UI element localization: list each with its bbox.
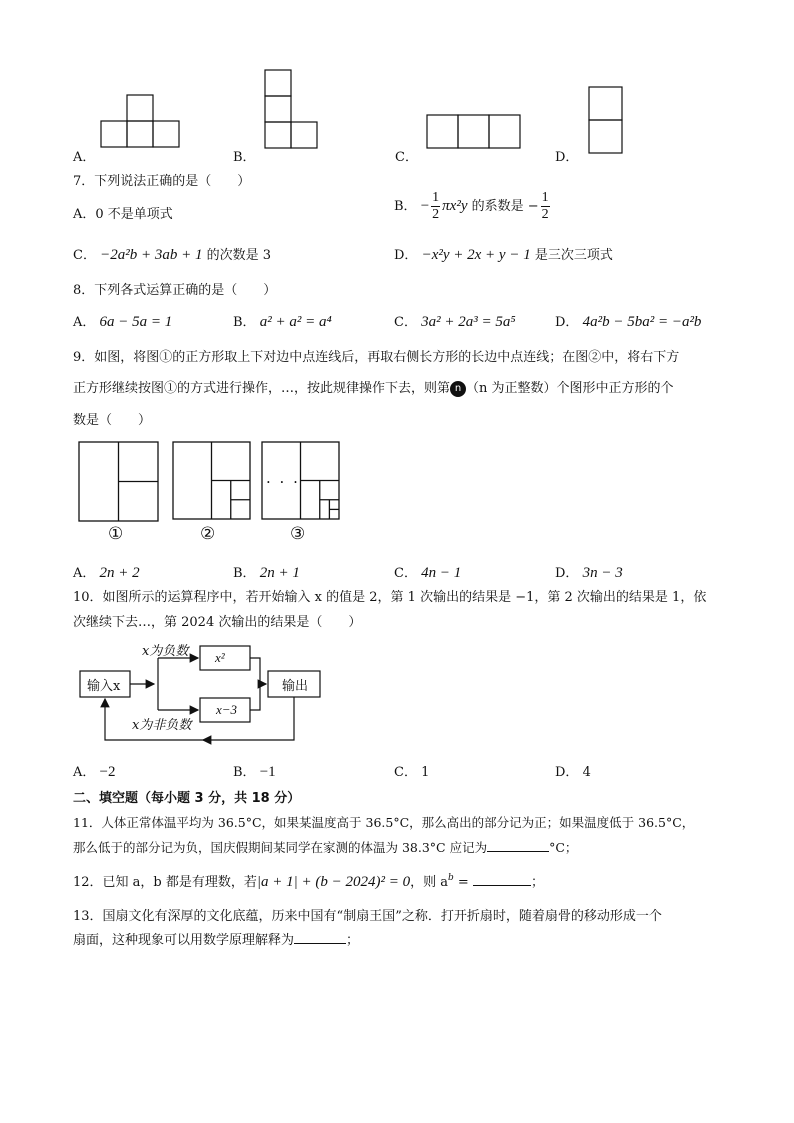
q9-option-a: A． 2n + 2 xyxy=(73,565,140,581)
q8-stem: 8．下列各式运算正确的是（ ） xyxy=(73,283,277,298)
q7-option-a: A．0 不是单项式 xyxy=(73,207,173,222)
q13-line-2: 扇面，这种现象可以用数学原理解释为 ； xyxy=(73,933,360,948)
q9-figures xyxy=(78,441,388,549)
q10-option-a: A． −2 xyxy=(73,764,116,780)
q8-option-b: B． a² + a² = a⁴ xyxy=(233,314,332,330)
q10-option-c: C． 1 xyxy=(394,765,430,780)
q6-figure-c xyxy=(426,114,522,150)
q6-figure-a xyxy=(100,94,182,150)
q8-option-d: D． 4a²b − 5ba² = −a²b xyxy=(555,314,702,330)
q8-option-a: A． 6a − 5a = 1 xyxy=(73,314,173,330)
q7-b-coefficient-fraction: $\frac{1}{2}$ xyxy=(541,190,549,222)
flow-square-box: x² xyxy=(215,650,225,665)
q6-option-a: A． xyxy=(73,150,96,165)
q10-option-b: B． −1 xyxy=(233,764,276,780)
flow-nonnegative-label: x为非负数 xyxy=(132,718,192,733)
q9-option-b: B． 2n + 1 xyxy=(233,565,300,581)
circled-n-icon: n xyxy=(450,381,466,397)
q9-line-1: 9．如图，将图①的正方形取上下对边中点连线后，再取右侧长方形的长边中点连线；在图②中，将右下方 xyxy=(73,350,680,365)
q11-answer-blank[interactable] xyxy=(487,839,549,852)
q6-figure-b xyxy=(264,69,320,151)
q7-b-fraction: $\frac{1}{2}$ xyxy=(432,190,440,222)
q9-fig-label-2: ② xyxy=(200,524,216,544)
q9-fig-label-1: ① xyxy=(108,524,124,544)
q10-line-1: 10．如图所示的运算程序中，若开始输入 x 的值是 2，第 1 次输出的结果是 −1，第 2 次输出的结果是 1，依 xyxy=(73,590,707,605)
q8-option-c: C． 3a² + 2a³ = 5a⁵ xyxy=(394,314,516,330)
flow-output-box: 输出 xyxy=(282,679,309,694)
q12-line: 12．已知 a，b 都是有理数，若|a + 1| + (b − 2024)² = 0，则 $a^b$ = ； xyxy=(73,873,544,890)
q7-option-d: D． −x²y + 2x + y − 1 是三次三项式 xyxy=(394,247,613,263)
q12-answer-blank[interactable] xyxy=(473,873,531,886)
q6-option-c: C． xyxy=(395,150,418,165)
q9-line-2: 正方形继续按图①的方式进行操作，…，按此规律操作下去，则第 n （n 为正整数）个图形中正方形的个 xyxy=(73,381,674,396)
q13-line-1: 13．国扇文化有深厚的文化底蕴，历来中国有“制扇王国”之称．打开折扇时，随着扇骨的移动形成一个 xyxy=(73,909,662,924)
q7-option-c: C． −2a²b + 3ab + 1 的次数是 3 xyxy=(73,247,272,263)
q9-ellipsis: · · · xyxy=(266,473,300,491)
flow-input-box: 输入x xyxy=(87,679,121,694)
q9-fig-label-3: ③ xyxy=(290,524,306,544)
q9-option-d: D． 3n − 3 xyxy=(555,565,623,581)
q7-option-b: B． − $\frac{1}{2}$ πx²y 的系数是 − $\frac{1}{2}$ xyxy=(394,190,549,222)
q6-option-b: B． xyxy=(233,150,256,165)
q9-option-c: C． 4n − 1 xyxy=(394,565,462,581)
q6-figure-d xyxy=(588,86,624,154)
flow-minus3-box: x−3 xyxy=(216,702,238,717)
q11-line-2: 那么低于的部分记为负，国庆假期间某同学在家测的体温为 38.3°C 应记为 °C； xyxy=(73,840,578,855)
q9-line-3: 数是（ ） xyxy=(73,413,152,428)
q7-stem: 7．下列说法正确的是（ ） xyxy=(73,174,251,189)
flow-negative-label: x为负数 xyxy=(142,644,189,659)
section-title-fill-in: 二、填空题（每小题 3 分，共 18 分） xyxy=(73,791,301,806)
q10-option-d: D． 4 xyxy=(555,765,591,780)
q10-line-2: 次继续下去…，第 2024 次输出的结果是（ ） xyxy=(73,615,362,630)
q11-line-1: 11．人体正常体温平均为 36.5°C，如果某温度高于 36.5°C，那么高出的部分记为正；如果温度低于 36.5°C， xyxy=(73,815,695,830)
q13-answer-blank[interactable] xyxy=(294,931,346,944)
q6-option-d: D． xyxy=(555,150,579,165)
